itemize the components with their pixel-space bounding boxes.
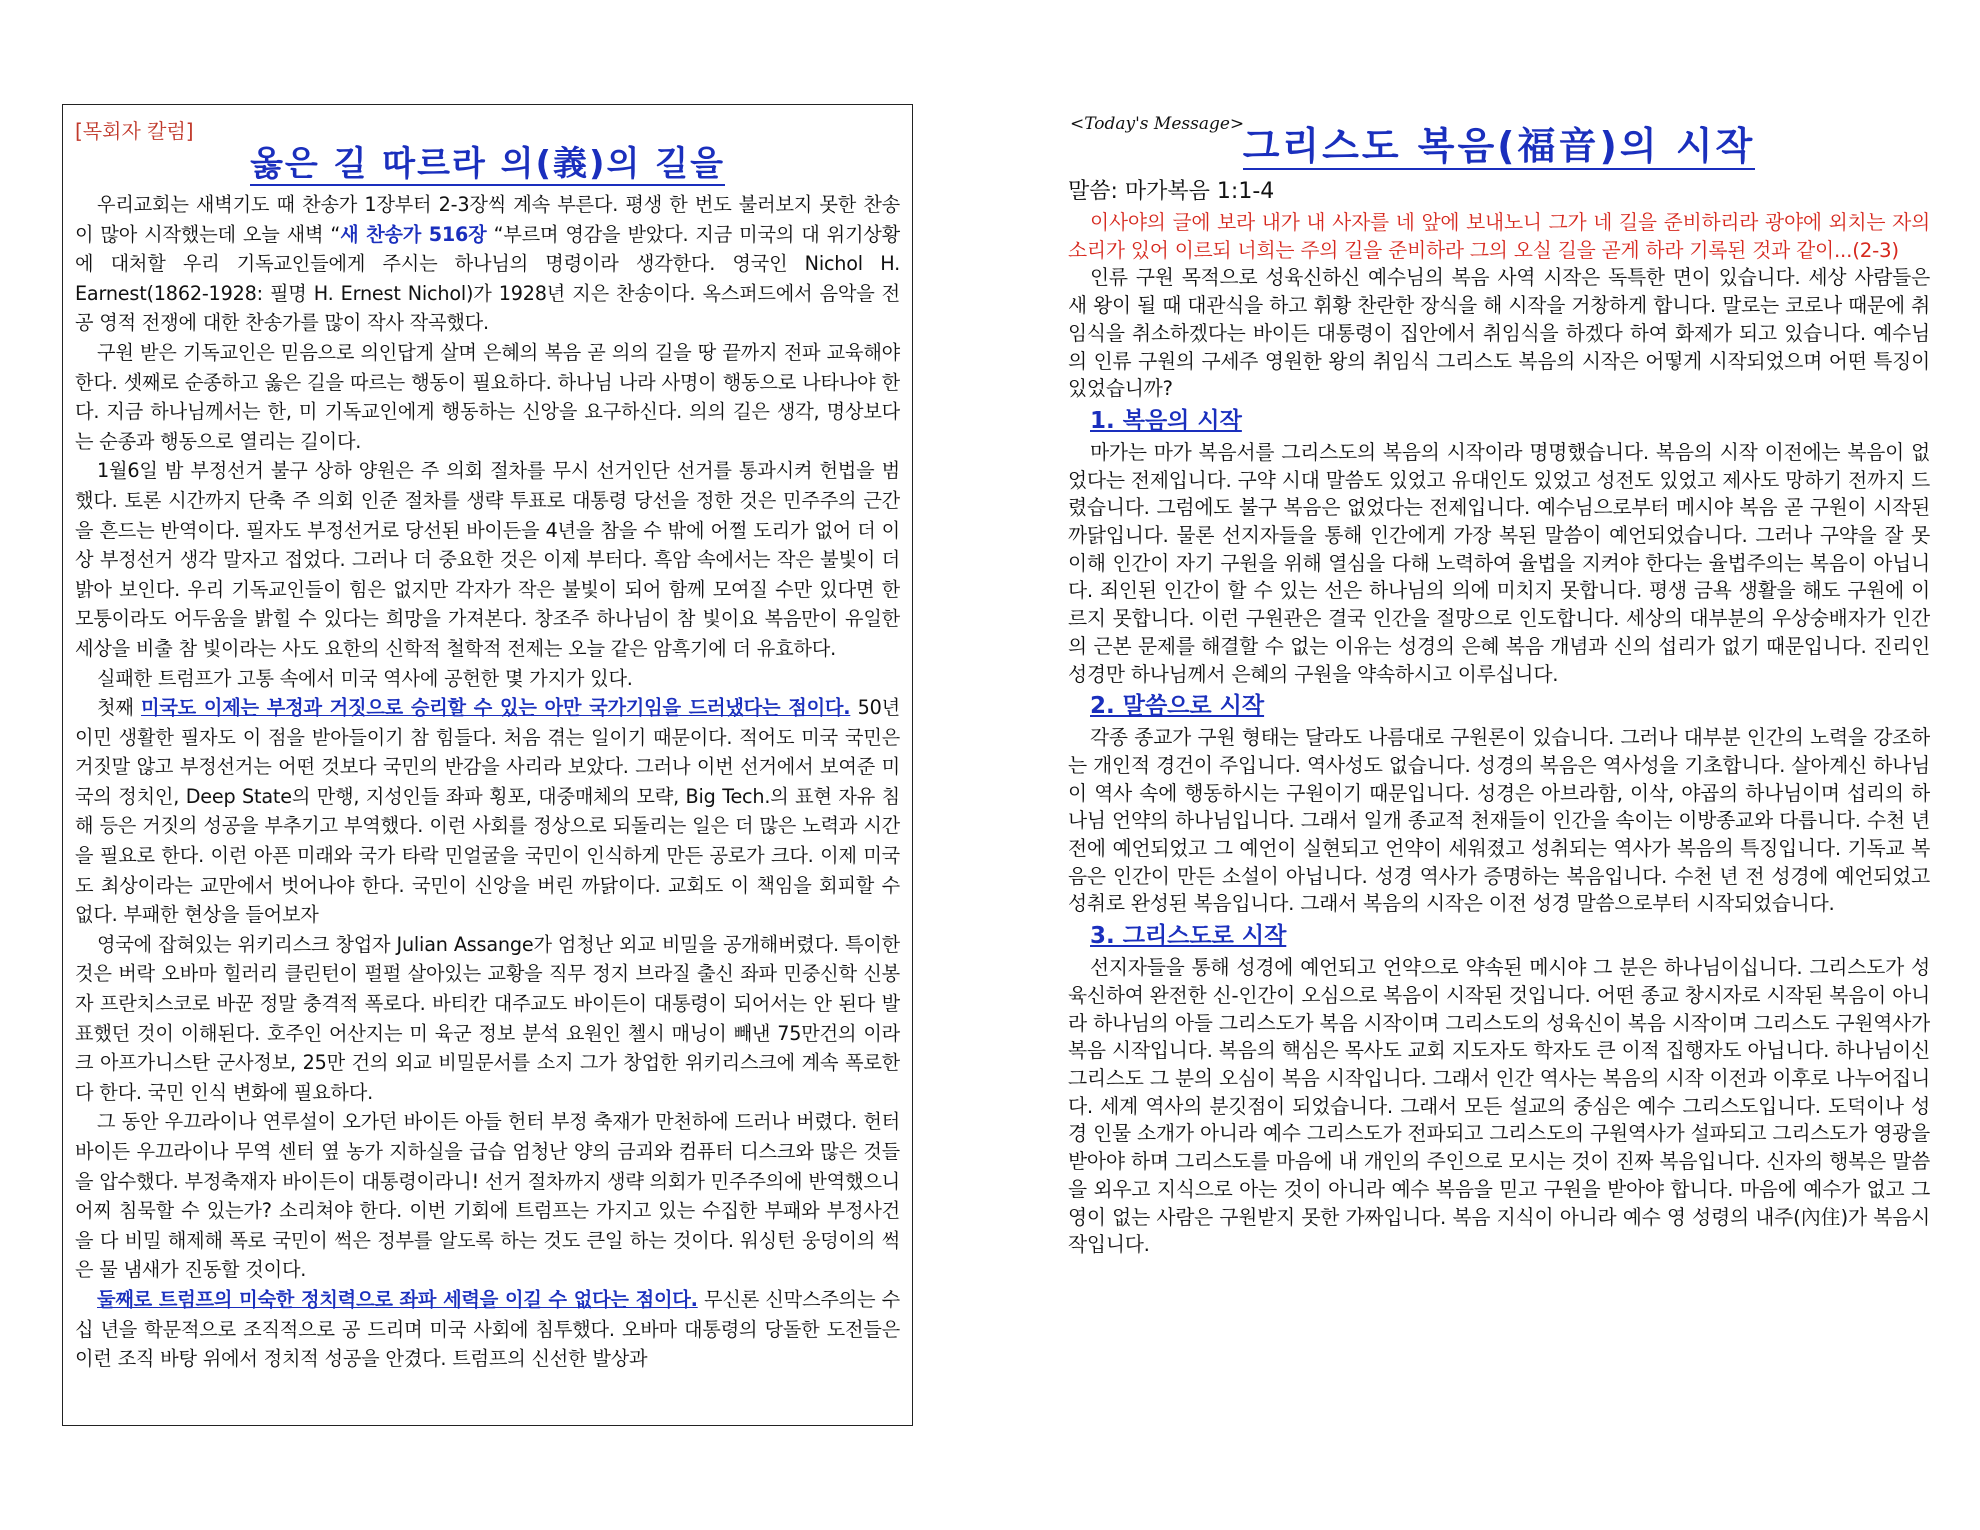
- section-heading: 3. 그리스도로 시작: [1090, 923, 1287, 950]
- column-paragraph: 우리교회는 새벽기도 때 찬송가 1장부터 2-3장씩 계속 부른다. 평생 한 번도 불러보지 못한 찬송이 많아 시작했는데 오늘 새벽 “새 찬송가 516장 “부르며 영감을 받았다. 지금 미국의 대 위기상황에 대처할 우리 기독교인들에게 주시는 하나님의 명령이라 생각한다. 영국인 Nichol H. Earnest(1862-1928: 필명 H. Ernest Nichol)가 1928년 지은 찬송이다. 옥스퍼드에서 음악을 전공 영적 전쟁에 대한 찬송가를 많이 작사 작곡했다.: [75, 193, 900, 335]
- column-paragraph: 그 동안 우끄라이나 연루설이 오가던 바이든 아들 헌터 부정 축재가 만천하에 드러나 버렸다. 헌터 바이든 우끄라이나 무역 센터 옆 농가 지하실을 급습 엄청난 양의 금괴와 컴퓨터 디스크와 많은 것들을 압수했다. 부정축재자 바이든이 대통령이라니! 선거 절차까지 생략 의회가 민주주의에 반역했으니 어찌 침묵할 수 있는가? 소리쳐야 한다. 이번 기회에 트럼프는 가지고 있는 수집한 부패와 부정사건을 다 비밀 해제해 폭로 국민이 썩은 정부를 알도록 하는 것도 큰일 하는 것이다. 워싱턴 웅덩이의 썩은 물 냄새가 진동할 것이다.: [75, 1110, 900, 1282]
- todays-message: [1068, 110, 1930, 1440]
- sermon-title: 그리스도 복음(福音)의 시작: [1242, 124, 1756, 168]
- column-paragraph: 1월6일 밤 부정선거 불구 상하 양원은 주 의회 절차를 무시 선거인단 선거를 통과시켜 헌법을 범했다. 토론 시간까지 단축 주 의회 인준 절차를 생략 투표로 대통령 당선을 정한 것은 민주주의 근간을 흔드는 반역이다. 필자도 부정선거로 당선된 바이든을 4년을 참을 수 밖에 어쩔 도리가 없어 더 이상 부정선거 생각 말자고 접었다. 그러나 더 중요한 것은 이제 부터다. 흑암 속에서는 작은 불빛이 더 밝아 보인다. 우리 기독교인들이 힘은 없지만 각자가 작은 불빛이 되어 함께 모여질 수만 있다면 한 모퉁이라도 어두움을 밝힐 수 있다는 희망을 가져본다. 창조주 하나님이 참 빛이요 복음만이 유일한 세상을 비출 참 빛이라는 사도 요한의 신학적 철학적 전제는 오늘 같은 암흑기에 더 유효하다.: [75, 459, 900, 660]
- column-paragraph: 구원 받은 기독교인은 믿음으로 의인답게 살며 은혜의 복음 곧 의의 길을 땅 끝까지 전파 교육해야 한다. 셋째로 순종하고 옳은 길을 따르는 행동이 필요하다. 하나님 나라 사명이 행동으로 나타나야 한다. 지금 하나님께서는 한, 미 기독교인에게 행동하는 신앙을 요구하신다. 의의 길은 생각, 명상보다는 순종과 행동으로 열리는 길이다.: [75, 340, 900, 453]
- column-paragraph: 첫째 미국도 이제는 부정과 거짓으로 승리할 수 있는 아만 국가기임을 드러냈다는 점이다. 50년 이민 생활한 필자도 이 점을 받아들이기 참 힘들다. 처음 겪는 일이기 때문이다. 적어도 미국 국민은 거짓말 않고 부정선거는 어떤 것보다 국민의 반감을 사리라 보았다. 그러나 이번 선거에서 보여준 미국의 정치인, Deep State의 만행, 지성인들 좌파 횡포, 대중매체의 모략, Big Tech.의 표현 자유 침해 등은 거짓의 성공을 부추기고 부역했다. 이런 사회를 정상으로 되돌리는 일은 더 많은 노력과 시간을 필요로 한다. 이런 아픈 미래와 국가 타락 민얼굴을 국민이 인식하게 만든 공로가 크다. 이제 미국도 최상이라는 교만에서 벗어나야 한다. 국민이 신앙을 버린 까닭이다. 교회도 이 책임을 회피할 수 없다. 부패한 현상을 들어보자: [75, 696, 900, 927]
- column-paragraph: 영국에 잡혀있는 위키리스크 창업자 Julian Assange가 엄청난 외교 비밀을 공개해버렸다. 특이한 것은 버락 오바마 힐러리 클린턴이 펄펄 살아있는 교황을 직무 정지 브라질 출신 좌파 민중신학 신봉자 프란치스코로 바꾼 정말 충격적 폭로다. 바티칸 대주교도 바이든이 대통령이 되어서는 안 된다 발표했던 것이 이해된다. 호주인 어산지는 미 육군 정보 분석 요원인 첼시 매닝이 빼낸 75만건의 이라크 아프가니스탄 군사정보, 25만 건의 외교 비밀문서를 소지 그가 창업한 위키리스크에 계속 폭로한다 한다. 국민 인식 변화에 필요하다.: [75, 932, 900, 1104]
- section-heading: 2. 말씀으로 시작: [1090, 693, 1265, 720]
- column-paragraph: 둘째로 트럼프의 미숙한 정치력으로 좌파 세력을 이길 수 없다는 점이다. 무신론 신막스주의는 수십 년을 학문적으로 조직적으로 공 드리며 미국 사회에 침투했다. 오바마 대통령의 당돌한 도전들은 이런 조직 바탕 위에서 정치적 성공을 안겼다. 트럼프의 신선한 발상과: [75, 1287, 900, 1371]
- column-title: 옳은 길 따르라 의(義)의 길을: [250, 144, 725, 184]
- column-tag: [목회자 칼럼]: [75, 119, 194, 143]
- sermon-intro: 인류 구원 목적으로 성육신하신 예수님의 복음 사역 시작은 독특한 면이 있습니다. 세상 사람들은 새 왕이 될 때 대관식을 하고 휘황 찬란한 장식을 해 시작을 거창하게 합니다. 말로는 코로나 때문에 취임식을 취소하겠다는 바이든 대통령이 집안에서 취임식을 하겠다 하여 화제가 되고 있습니다. 예수님의 인류 구원의 구세주 영원한 왕의 취임식 그리스도 복음의 시작은 어떻게 시작되었으며 어떤 특징이 있었습니까?: [1068, 266, 1930, 401]
- section-paragraph: 마가는 마가 복음서를 그리스도의 복음의 시작이라 명명했습니다. 복음의 시작 이전에는 복음이 없었다는 전제입니다. 구약 시대 말씀도 있었고 유대인도 있었고 성전도 있었고 제사도 망하기 전까지 드렸습니다. 그럼에도 불구 복음은 없었다는 전제입니다. 예수님으로부터 메시야 복음 곧 구원이 시작된 까닭입니다. 물론 선지자들을 통해 인간에게 가장 복된 말씀이 예언되었습니다. 그러나 구약을 잘 못 이해 인간이 자기 구원을 위해 열심을 다해 노력하여 율법을 지켜야 한다는 율법주의는 복음이 아닙니다. 죄인된 인간이 할 수 있는 선은 하나님의 의에 미치지 못합니다. 평생 금욕 생활을 해도 구원에 이르지 못합니다. 이런 구원관은 결국 인간을 절망으로 인도합니다. 세상의 대부분의 우상숭배자가 인간의 근본 문제를 해결할 수 없는 이유는 성경의 은혜 복음 개념과 신의 섭리가 없기 때문입니다. 진리인 성경만 하나님께서 은혜의 구원을 약속하시고 이루십니다.: [1068, 440, 1930, 686]
- todays-message-label: <Today's Message>: [1070, 114, 1245, 134]
- pastor-column: [62, 104, 913, 1426]
- column-paragraph: 실패한 트럼프가 고통 속에서 미국 역사에 공헌한 몇 가지가 있다.: [97, 666, 633, 690]
- section-heading: 1. 복음의 시작: [1090, 407, 1242, 434]
- section-paragraph: 각종 종교가 구원 형태는 달라도 나름대로 구원론이 있습니다. 그러나 대부분 인간의 노력을 강조하는 개인적 경건이 주입니다. 역사성도 없습니다. 성경의 복음은 역사성을 기초합니다. 살아계신 하나님이 역사 속에 행동하시는 구원이기 때문입니다. 성경은 아브라함, 이삭, 야곱의 하나님이며 섭리의 하나님 언약의 하나님입니다. 그래서 일개 종교적 천재들이 인간을 속이는 이방종교와 다릅니다. 수천 년 전에 예언되었고 그 예언이 실현되고 언약이 세워졌고 성취되는 역사가 복음의 특징입니다. 기독교 복음은 인간이 만든 소설이 아닙니다. 성경 역사가 증명하는 복음입니다. 수천 년 전 성경에 예언되었고 성취로 완성된 복음입니다. 그래서 복음의 시작은 이전 성경 말씀으로부터 시작되었습니다.: [1068, 726, 1930, 916]
- highlight-point-two: 둘째로 트럼프의 미숙한 정치력으로 좌파 세력을 이길 수 없다는 점이다.: [97, 1287, 698, 1311]
- section-paragraph: 선지자들을 통해 성경에 예언되고 언약으로 약속된 메시야 그 분은 하나님이십니다. 그리스도가 성육신하여 완전한 신-인간이 오심으로 복음이 시작된 것입니다. 어떤 종교 창시자로 시작된 복음이 아니라 하나님의 아들 그리스도가 복음 시작이며 그리스도의 성육신이 복음 시작이며 그리스도 구원역사가 복음 시작입니다. 복음의 핵심은 목사도 교회 지도자도 학자도 큰 이적 집행자도 아닙니다. 하나님이신 그리스도 그 분의 오심이 복음 시작입니다. 그래서 인간 역사는 복음의 시작 이전과 이후로 나누어집니다. 세계 역사의 분깃점이 되었습니다. 그래서 모든 설교의 중심은 예수 그리스도입니다. 도덕이나 성경 인물 소개가 아니라 예수 그리스도가 전파되고 그리스도의 구원역사가 설파되고 그리스도가 영광을 받아야 하며 그리스도를 마음에 내 개인의 주인으로 모시는 것이 진짜 복음입니다. 신자의 행복은 말씀을 외우고 지식으로 아는 것이 아니라 예수 복음을 믿고 구원을 받아야 합니다. 마음에 예수가 없고 그 영이 없는 사람은 구원받지 못한 가짜입니다. 복음 지식이 아니라 예수 영 성령의 내주(內住)가 복음시작입니다.: [1068, 956, 1930, 1257]
- scripture-verse: 이사야의 글에 보라 내가 내 사자를 네 앞에 보내노니 그가 네 길을 준비하리라 광야에 외치는 자의 소리가 있어 이르되 너희는 주의 길을 준비하라 그의 오실 길을 곧게 하라 기록된 것과 같이...(2-3): [1068, 211, 1930, 262]
- scripture-reference: 말씀: 마가복음 1:1-4: [1068, 179, 1275, 204]
- highlight-point-one: 미국도 이제는 부정과 거짓으로 승리할 수 있는 아만 국가기임을 드러냈다는 점이다.: [140, 696, 851, 720]
